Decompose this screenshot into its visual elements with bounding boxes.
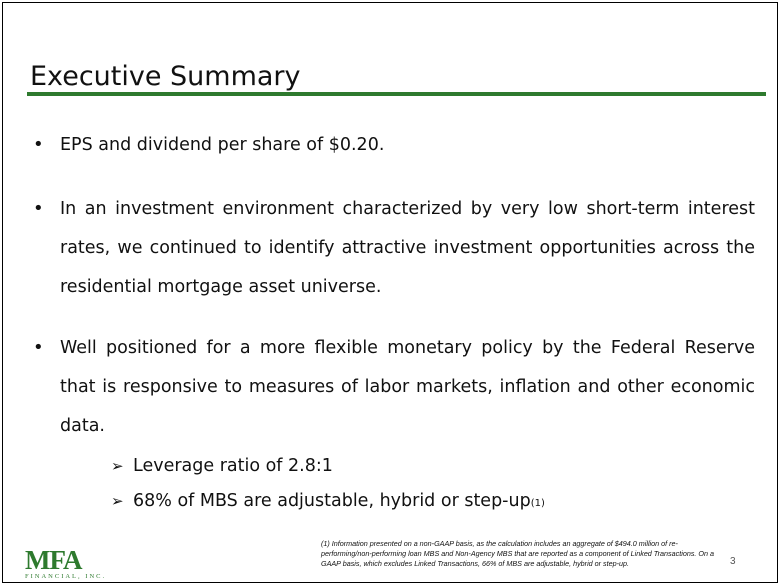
slide	[2, 2, 778, 583]
bullet-dot-2: •	[33, 198, 44, 219]
footnote: (1) Information presented on a non-GAAP basis, as the calculation includes an aggregate of $494.0 million of re-performing/non-performing loan MBS and Non-Agency MBS that are reported as a component of Linked Transactions. On a GAAP basis, which excludes Linked Transactions, 66% of MBS are adjustable, hybrid or step-up.	[321, 539, 714, 568]
arrow-bullet-icon: ➢	[111, 492, 124, 510]
bullet-dot-1: •	[33, 134, 44, 155]
sub-bullet-text-2: 68% of MBS are adjustable, hybrid or step-up	[133, 491, 531, 511]
slide-title: Executive Summary	[30, 61, 301, 92]
logo-mark: MFA	[25, 545, 82, 575]
arrow-bullet-icon: ➢	[111, 457, 124, 475]
bullet-text-3: Well positioned for a more flexible monetary policy by the Federal Reserve that is responsive to measures of labor markets, inflation and other economic data.	[60, 338, 755, 436]
sub-bullet-1	[111, 456, 333, 476]
title-underline	[27, 92, 766, 96]
bullet-text-2: In an investment environment characterized by very low short-term interest rates, we continued to identify attractive investment opportunities across the residential mortgage asset universe.	[60, 199, 755, 297]
logo-subtitle: FINANCIAL, INC.	[25, 573, 107, 580]
mfa-logo	[25, 545, 117, 580]
sub-bullet-text-1: Leverage ratio of 2.8:1	[133, 456, 333, 476]
footnote-marker: (1)	[530, 498, 545, 509]
page-number: 3	[730, 556, 736, 567]
bullet-text-1: EPS and dividend per share of $0.20.	[60, 135, 385, 155]
bullet-dot-3: •	[33, 337, 44, 358]
sub-bullet-2	[111, 491, 545, 511]
